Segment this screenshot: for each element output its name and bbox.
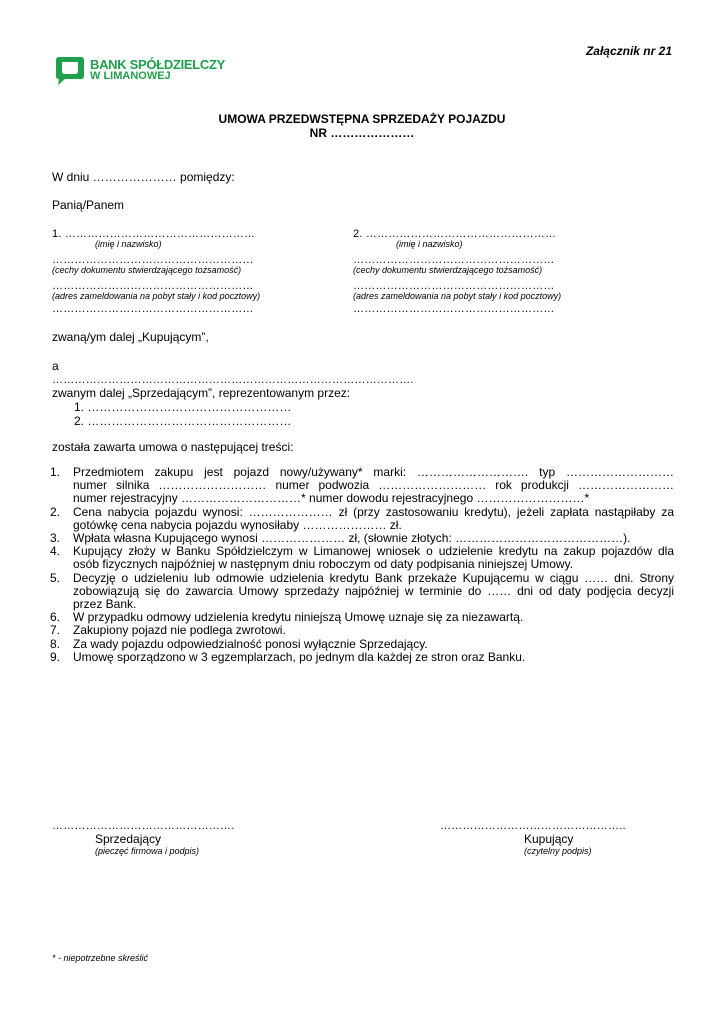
seller-signature-line: …………………………………………. bbox=[52, 820, 235, 832]
clause-number: 1. bbox=[50, 465, 61, 479]
seller-long-line: ……………………………………………………………………………………. bbox=[52, 374, 414, 386]
buyer-signature-caption: (czytelny podpis) bbox=[524, 846, 592, 856]
clause-line: Cena nabycia pojazdu wynosi: ………………… zł (przy zastosowaniu kredytu), jeżeli zapłata nastąpiłaby za bbox=[73, 504, 674, 519]
buyer-signature-label: Kupujący bbox=[524, 832, 574, 846]
buyer1-addr-caption: (adres zameldowania na pobyt stały i kod pocztowy) bbox=[52, 291, 261, 301]
buyer1-name-line: 1. …………………………………………… bbox=[52, 228, 256, 240]
footnote: * - niepotrzebne skreślić bbox=[52, 953, 149, 963]
bank-logo-icon bbox=[53, 56, 87, 86]
seller-called: zwanym dalej „Sprzedającym”, reprezentowanym przez: bbox=[52, 386, 351, 400]
buyer2-extra-line: ……………………………………………… bbox=[353, 303, 555, 315]
buyer2-doc-line: ……………………………………………… bbox=[353, 254, 555, 266]
clause-number: 3. bbox=[50, 531, 61, 546]
buyer2-addr-line: ……………………………………………… bbox=[353, 280, 555, 292]
seller-signature-label: Sprzedający bbox=[95, 832, 162, 846]
clause-line: numer rejestracyjny …………………………* numer dowodu rejestracyjnego ………………………* bbox=[73, 491, 590, 506]
clause-number: 4. bbox=[50, 544, 61, 559]
clause-item bbox=[50, 651, 674, 664]
buyer1-doc-line: ……………………………………………… bbox=[52, 254, 254, 266]
clause-line: zobowiązują się do zawarcia Umowy sprzedaży najpóźniej w terminie do …… dni od daty podjęcia decyzji bbox=[73, 583, 674, 598]
buyer2-name-line: 2. …………………………………………… bbox=[353, 228, 557, 240]
bank-name-line2: W LIMANOWEJ bbox=[90, 70, 171, 82]
clause-number: 5. bbox=[50, 570, 61, 585]
buyer-signature-line: ………………………………………….. bbox=[440, 820, 626, 832]
clause-line: Za wady pojazdu odpowiedzialność ponosi wyłącznie Sprzedający. bbox=[73, 636, 428, 651]
buyer-called: zwaną/ym dalej „Kupującym”, bbox=[52, 330, 209, 344]
clause-line: W przypadku odmowy udzielenia kredytu niniejszą Umowę uznaje się za niezawartą. bbox=[73, 610, 524, 625]
clause-item bbox=[50, 545, 674, 571]
clause-number: 8. bbox=[50, 636, 61, 651]
clause-line: Umowę sporządzono w 3 egzemplarzach, po jednym dla każdej ze stron oraz Banku. bbox=[73, 649, 526, 664]
clause-item bbox=[50, 572, 674, 612]
buyer1-extra-line: ……………………………………………… bbox=[52, 303, 254, 315]
seller-signature-caption: (pieczęć firmowa i podpis) bbox=[95, 846, 200, 856]
parties-label: Panią/Panem bbox=[52, 198, 125, 212]
document-number: NR ………………… bbox=[309, 126, 415, 140]
clause-number: 7. bbox=[50, 623, 61, 638]
clause-line: Przedmiotem zakupu jest pojazd nowy/używany* marki: ………………………. typ ……………………… bbox=[73, 465, 674, 479]
clause-line: gotówkę cena nabycia pojazdu wynosiłaby ………………… zł. bbox=[73, 517, 402, 532]
seller-rep-1: 1. …………………………………………… bbox=[74, 400, 292, 414]
buyer2-doc-caption: (cechy dokumentu stwierdzającego tożsamość) bbox=[353, 265, 543, 275]
clause-line: Wpłata własna Kupującego wynosi ………………… zł, (słownie złotych: ……………………………………). bbox=[73, 531, 631, 546]
clause-line: Zakupiony pojazd nie podlega zwrotowi. bbox=[73, 623, 286, 638]
clause-item bbox=[50, 466, 674, 506]
bank-logo bbox=[53, 56, 243, 86]
clause-item bbox=[50, 506, 674, 532]
clause-line: numer silnika ……………………… numer podwozia ……………………… rok produkcji …………………… bbox=[73, 478, 674, 493]
clause-line: osób fizycznych najpóźniej w następnym dniu roboczym od daty podpisania niniejszej Umowy. bbox=[73, 557, 574, 572]
buyer2-addr-caption: (adres zameldowania na pobyt stały i kod pocztowy) bbox=[353, 291, 562, 301]
clause-line: przez Bank. bbox=[73, 597, 137, 612]
concluded-text: została zawarta umowa o następującej treści: bbox=[52, 440, 294, 454]
buyer1-name-caption: (imię i nazwisko) bbox=[95, 239, 162, 249]
clause-line: Kupujący złoży w Banku Spółdzielczym w Limanowej wniosek o udzielenie kredytu na zakup pojazdów dla bbox=[73, 544, 674, 559]
attachment-label: Załącznik nr 21 bbox=[585, 44, 672, 58]
bank-name-line1: BANK SPÓŁDZIELCZY bbox=[90, 57, 226, 72]
buyer2-name-caption: (imię i nazwisko) bbox=[396, 239, 463, 249]
clause-line: Decyzję o udzieleniu lub odmowie udzielenia kredytu Bank przekaże Kupującemu w ciągu …… dni. Strony bbox=[73, 570, 674, 585]
clauses-list bbox=[50, 466, 674, 664]
buyer1-doc-caption: (cechy dokumentu stwierdzającego tożsamość) bbox=[52, 265, 242, 275]
clause-number: 9. bbox=[50, 649, 61, 664]
seller-a: a bbox=[52, 359, 59, 373]
clause-number: 2. bbox=[50, 504, 61, 519]
clause-item bbox=[50, 624, 674, 637]
date-line: W dniu ………………… pomiędzy: bbox=[52, 170, 235, 184]
clause-number: 6. bbox=[50, 610, 61, 625]
buyer1-addr-line: ……………………………………………… bbox=[52, 280, 254, 292]
seller-rep-2: 2. …………………………………………… bbox=[74, 414, 292, 428]
document-title: UMOWA PRZEDWSTĘPNA SPRZEDAŻY POJAZDU bbox=[218, 112, 506, 126]
clause-item bbox=[50, 638, 674, 651]
